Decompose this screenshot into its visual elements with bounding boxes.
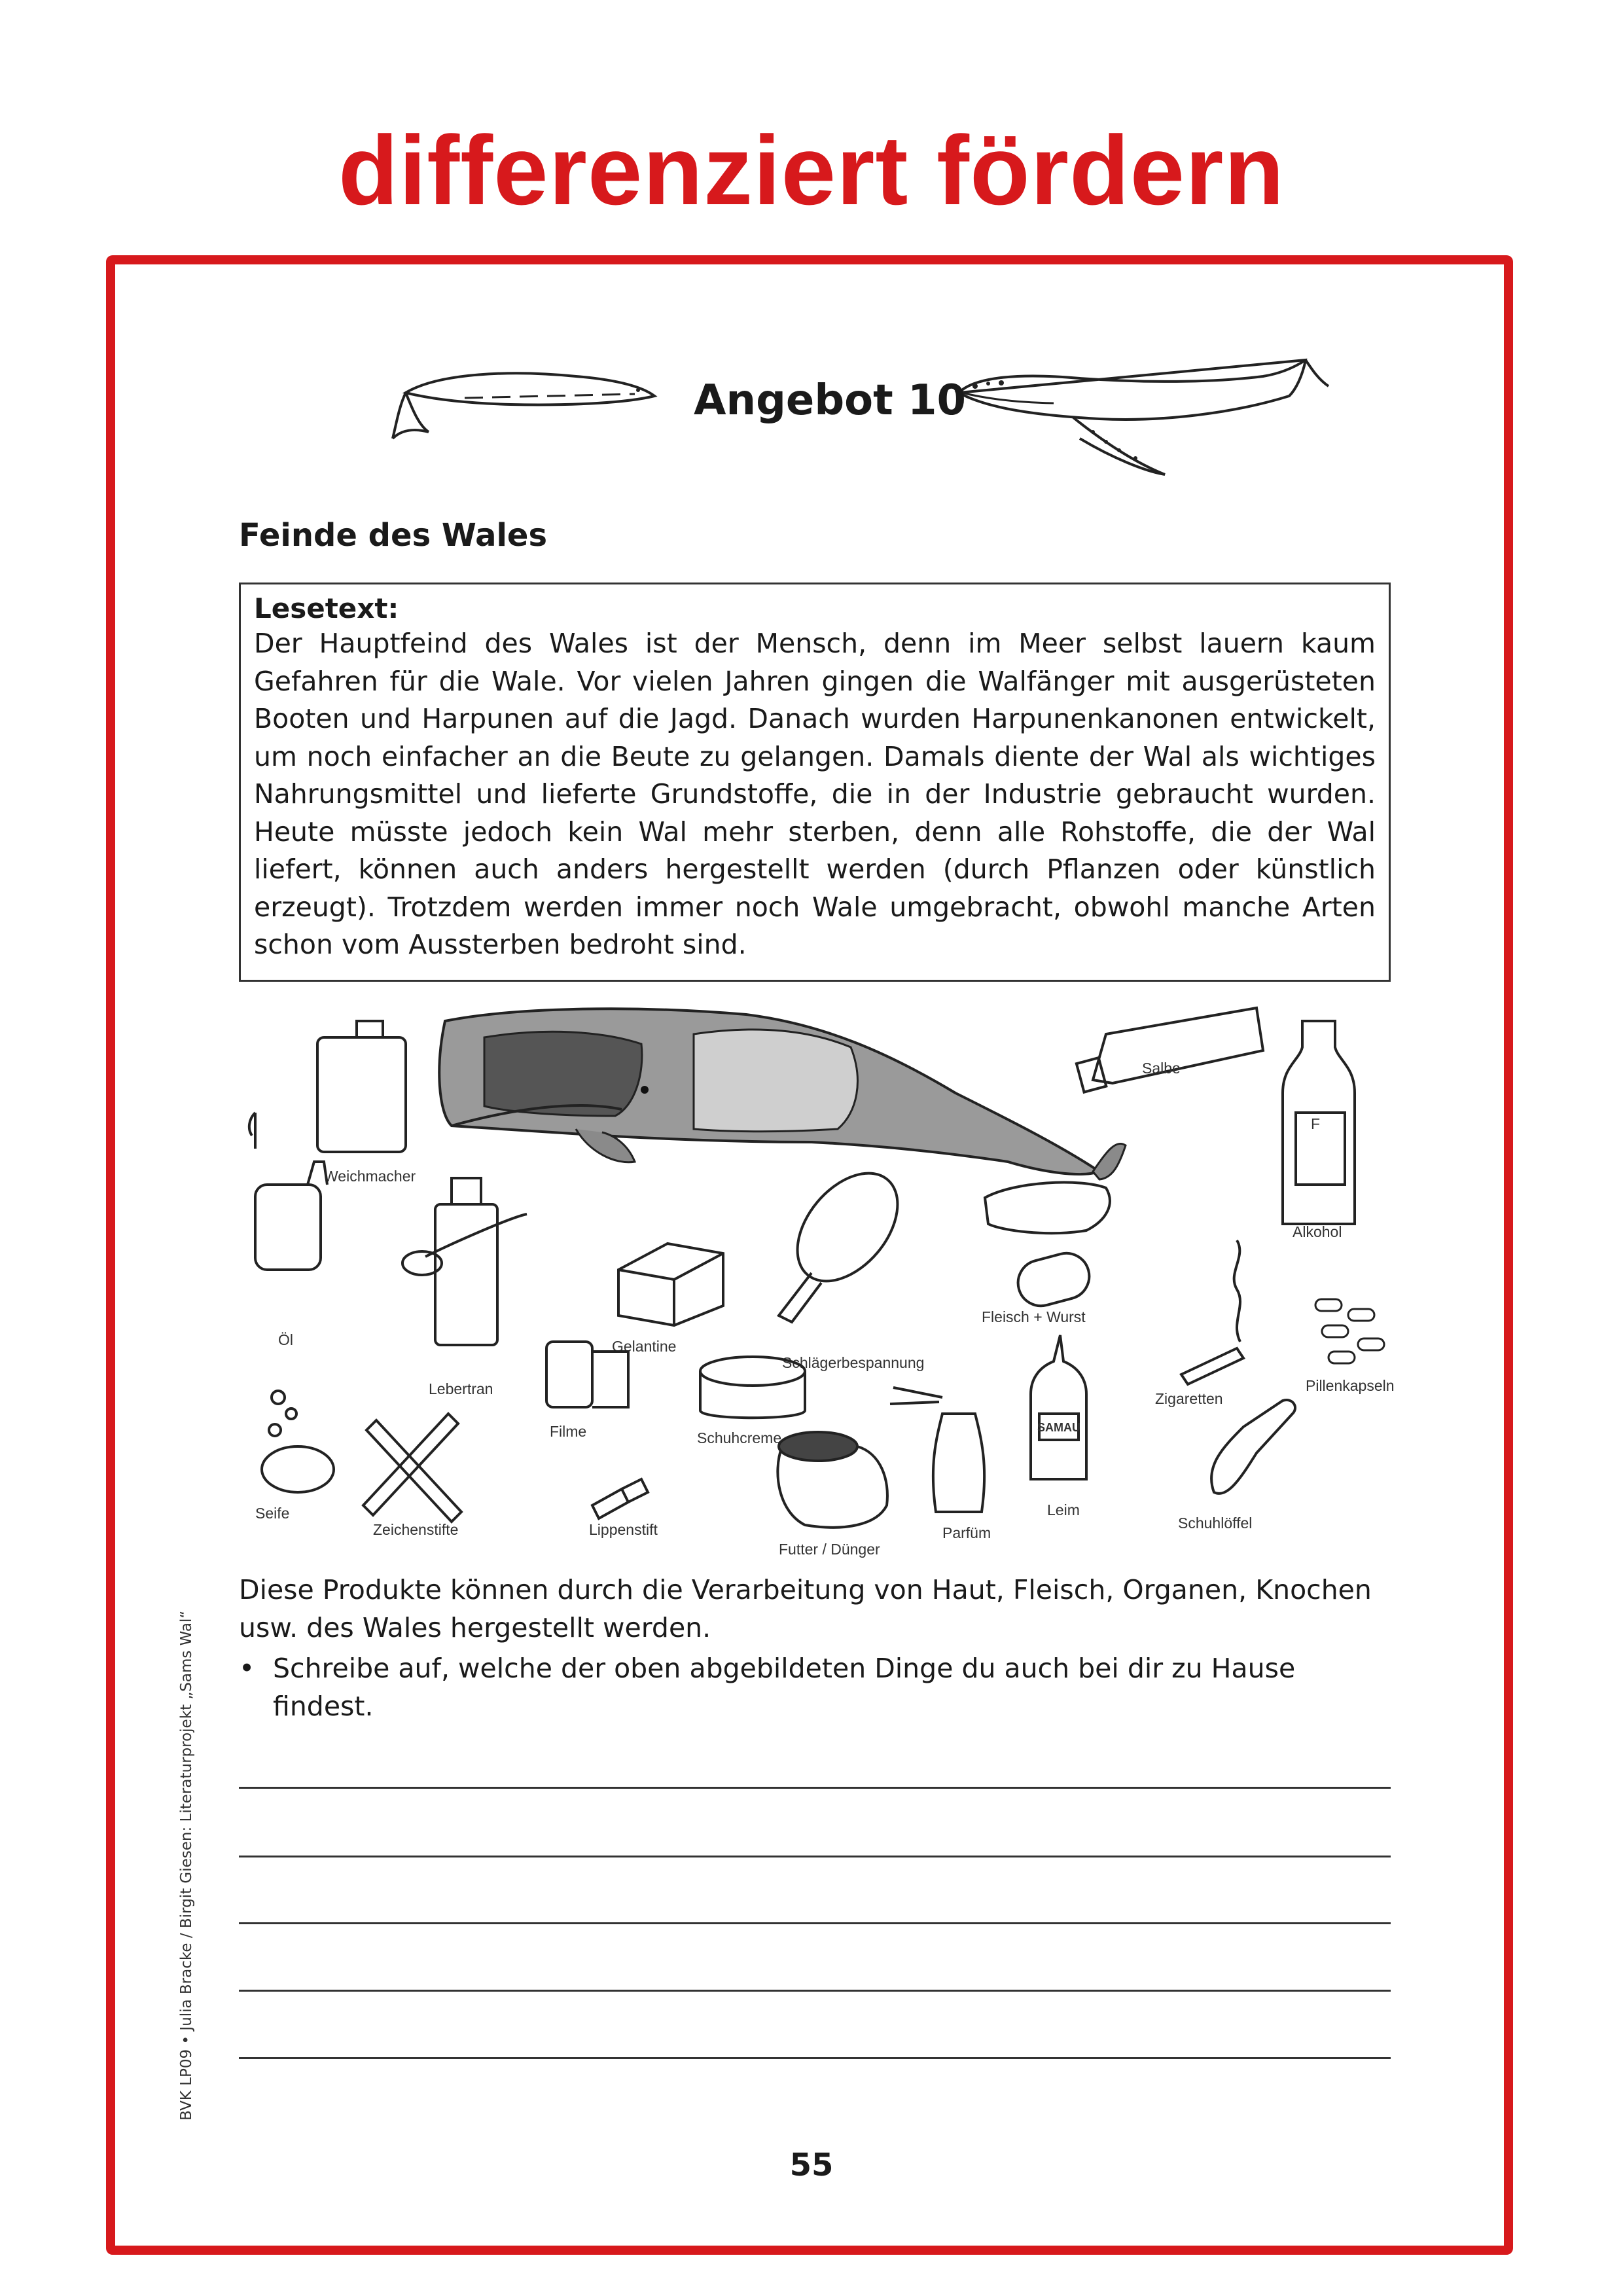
label-alkohol: Alkohol — [1293, 1223, 1342, 1240]
humpback-whale-illustration — [949, 340, 1335, 491]
section-title: Feinde des Wales — [239, 517, 548, 554]
small-whale-illustration — [380, 347, 668, 465]
label-gelantine: Gelantine — [612, 1338, 677, 1355]
tennis-racket-drawing — [777, 1155, 918, 1322]
label-fleisch: Fleisch + Wurst — [982, 1308, 1086, 1325]
label-lebertran: Lebertran — [429, 1380, 493, 1397]
answer-line[interactable] — [239, 1787, 1391, 1789]
sperm-whale-drawing — [439, 1009, 1126, 1179]
label-weichmacher: Weichmacher — [324, 1168, 416, 1185]
reading-text: Der Hauptfeind des Wales ist der Mensch, denn im Meer selbst lauern kaum Gefahren für die Wale. Vor vielen Jahren gingen die Walfänger mit ausgerüsteten Booten und Harpunen auf die Jagd. Danach wurden Harpunenkanonen entwickelt, um noch einfacher an die Beute zu gelangen. Damals diente der Wal als wichtiges Nahrungsmittel und lieferte Grundstoffe, die in der Industrie gebraucht wurden. Heute müsste jedoch kein Wal mehr sterben, denn alle Rohstoffe, die der Wal liefert, können auch anders hergestellt werden (durch Pflanzen oder künstlich erzeugt). Trotzdem werden immer noch Wale umgebracht, obwohl manche Arten schon vom Aussterben bedroht sind. — [254, 628, 1376, 960]
oil-can-drawing — [249, 1113, 327, 1270]
answer-line[interactable] — [239, 2057, 1391, 2059]
label-parfuem: Parfüm — [942, 1524, 991, 1541]
whale-products-illustration — [236, 995, 1407, 1558]
reading-text-box — [239, 583, 1391, 982]
pill-capsules-drawing — [1315, 1299, 1384, 1363]
label-lippenstift: Lippenstift — [589, 1521, 658, 1538]
answer-line[interactable] — [239, 1856, 1391, 1857]
glue-brand-text: SAMAU — [1037, 1421, 1080, 1434]
label-zeichenstifte: Zeichenstifte — [373, 1521, 459, 1538]
meat-sausage-drawing — [985, 1183, 1110, 1311]
label-pillen: Pillenkapseln — [1306, 1377, 1395, 1394]
label-filme: Filme — [550, 1423, 587, 1440]
offer-title: Angebot 10 — [694, 376, 967, 425]
label-futter: Futter / Dünger — [779, 1541, 880, 1558]
page-header-title: differenziert fördern — [338, 115, 1285, 225]
ointment-tube-drawing — [1077, 1008, 1263, 1092]
label-leim: Leim — [1047, 1501, 1080, 1518]
pencils-drawing — [363, 1414, 461, 1522]
reading-label: Lesetext: — [254, 592, 399, 624]
lipstick-drawing — [592, 1479, 648, 1518]
label-schlaeger: Schlägerbespannung — [782, 1354, 925, 1371]
label-schuhcreme: Schuhcreme — [697, 1429, 782, 1446]
label-oel: Öl — [278, 1331, 293, 1348]
soap-drawing — [262, 1391, 334, 1492]
products-description: Diese Produkte können durch die Verarbeitung von Haut, Fleisch, Organen, Knochen usw. des Wales hergestellt werden. — [239, 1574, 1372, 1643]
gelatine-block-drawing — [618, 1244, 723, 1325]
task-item — [239, 1649, 1397, 1725]
task-bullet: • — [239, 1653, 255, 1684]
answer-line[interactable] — [239, 1922, 1391, 1924]
canister-drawing — [317, 1021, 406, 1152]
perfume-drawing — [890, 1388, 984, 1512]
page-number: 55 — [789, 2147, 834, 2183]
answer-line[interactable] — [239, 1990, 1391, 1992]
shoehorn-drawing — [1211, 1400, 1295, 1494]
label-zigaretten: Zigaretten — [1155, 1390, 1223, 1407]
cigarette-drawing — [1181, 1240, 1243, 1384]
label-seife: Seife — [255, 1505, 290, 1522]
fertilizer-sack-drawing — [777, 1432, 887, 1528]
publisher-credit: BVK LP09 • Julia Bracke / Birgit Giesen: Literaturprojekt „Sams Wal“ — [178, 1610, 195, 2121]
alcohol-bottle-mark: F — [1310, 1115, 1321, 1132]
lebertran-bottle-drawing — [402, 1178, 527, 1345]
glue-bottle-drawing — [1031, 1335, 1086, 1479]
label-schuhloeffel: Schuhlöffel — [1178, 1515, 1253, 1532]
label-salbe: Salbe — [1142, 1060, 1181, 1077]
film-roll-drawing — [546, 1342, 628, 1407]
task-text: Schreibe auf, welche der oben abgebildeten Dinge du auch bei dir zu Hause findest. — [273, 1653, 1296, 1722]
